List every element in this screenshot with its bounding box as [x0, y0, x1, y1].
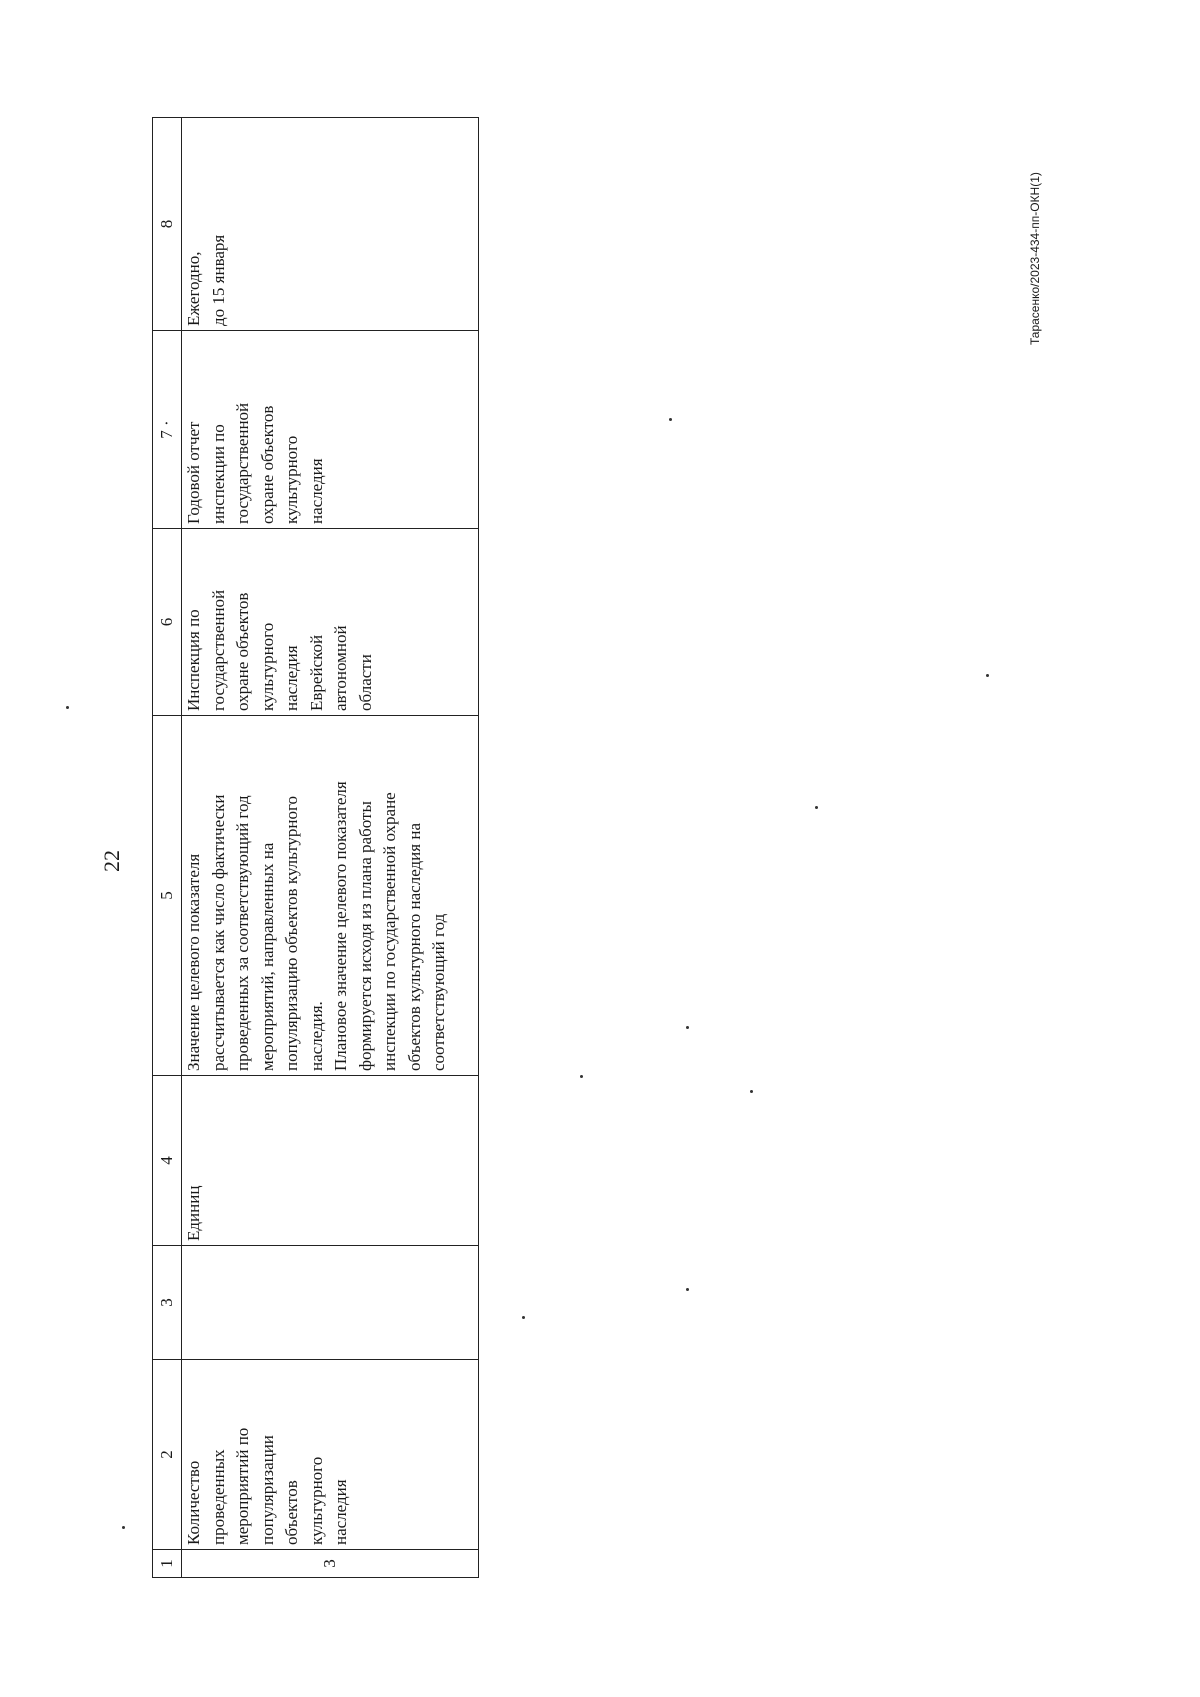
scan-speck — [750, 1090, 753, 1093]
table-row — [182, 118, 479, 1578]
empty-cell — [182, 1246, 479, 1360]
scan-speck — [669, 418, 672, 421]
deadline-cell: Ежегодно, до 15 января — [182, 118, 479, 331]
document-reference: Тарасенко/2023-434-пп-ОКН(1) — [1028, 172, 1042, 345]
indicator-name-cell: Количество проведенных мероприятий по популяризации объектов культурного наследия — [182, 1360, 479, 1550]
data-source-cell: Годовой отчет инспекции по государственной охране объектов культурного наследия — [182, 331, 479, 529]
scan-speck — [686, 1288, 689, 1291]
header-col-7: 7 · — [153, 331, 182, 529]
scan-speck — [686, 1026, 689, 1029]
scan-speck — [522, 1316, 525, 1319]
page-number: 22 — [99, 850, 124, 872]
header-col-1: 1 — [153, 1550, 182, 1578]
scan-speck — [986, 674, 989, 677]
header-col-4: 4 — [153, 1076, 182, 1246]
header-col-8: 8 — [153, 118, 182, 331]
unit-cell: Единиц — [182, 1076, 479, 1246]
indicator-table — [152, 117, 479, 1578]
scan-speck — [66, 706, 69, 709]
responsible-body-cell: Инспекция по государственной охране объектов культурного наследия Еврейской автономной области — [182, 529, 479, 716]
scan-speck — [815, 806, 818, 809]
header-col-5: 5 — [153, 716, 182, 1076]
calculation-method-cell: Значение целевого показателя рассчитывается как число фактически проведенных за соответствующий год мероприятий, направленных на популяризацию объектов культурного наследия. Плановое значение целевого показателя формируется исходя из плана работы инспекции по государственной охране объектов культурного наследия на соответствующий год — [182, 716, 479, 1076]
header-col-2: 2 — [153, 1360, 182, 1550]
scan-speck — [122, 1526, 125, 1529]
table-header-row — [153, 118, 182, 1578]
row-number-cell: 3 — [182, 1550, 479, 1578]
scan-speck — [580, 1075, 583, 1078]
header-col-3: 3 — [153, 1246, 182, 1360]
indicator-table-wrapper — [152, 118, 482, 1578]
header-col-6: 6 — [153, 529, 182, 716]
